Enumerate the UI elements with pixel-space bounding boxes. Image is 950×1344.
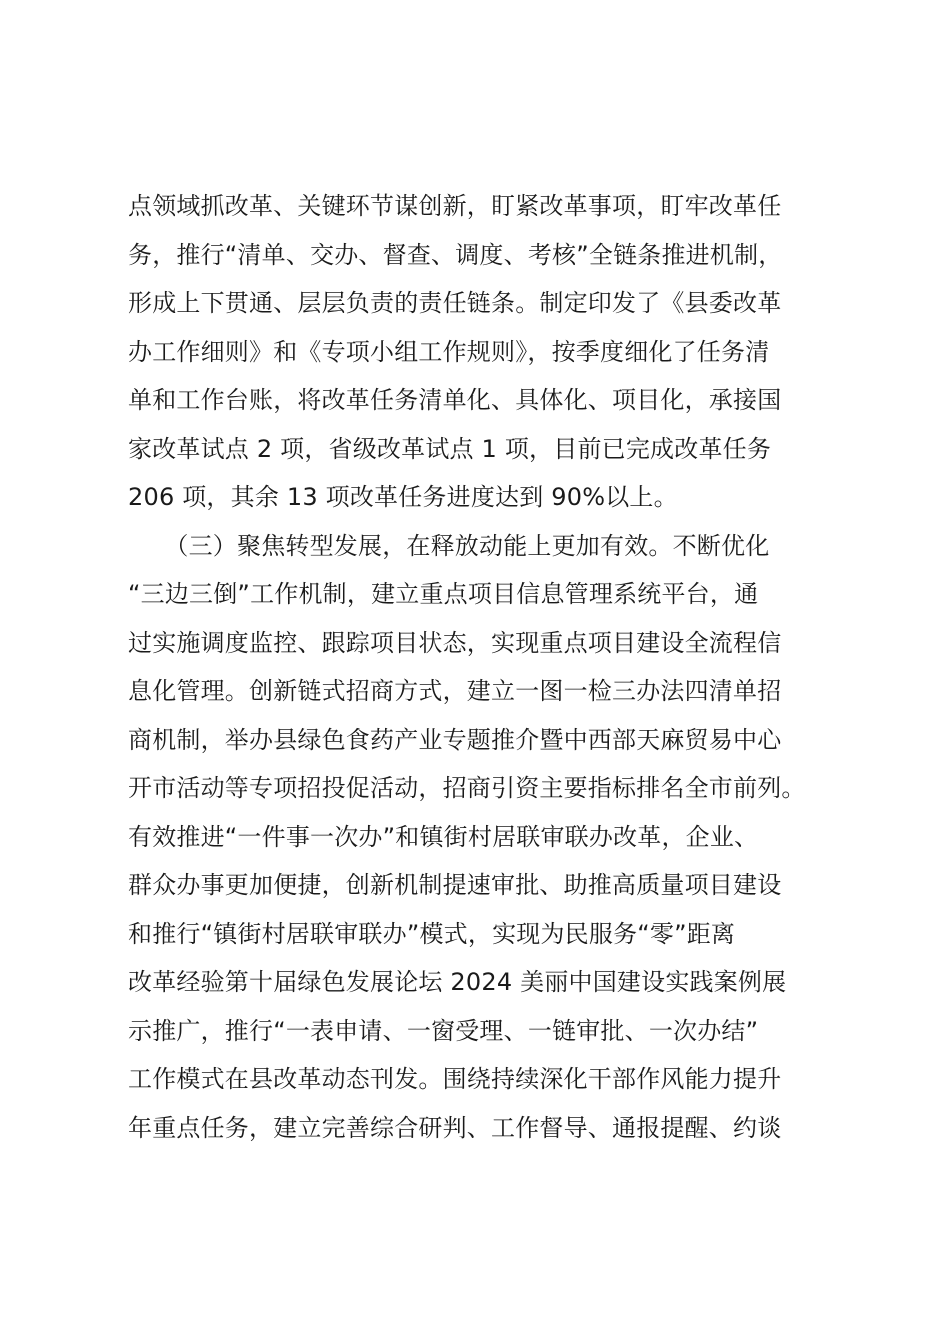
body-text <box>128 182 858 1152</box>
text-line: 工作模式在县改革动态刊发。围绕持续深化干部作风能力提升 <box>128 1065 782 1093</box>
text-line: 点领域抓改革、关键环节谋创新，盯紧改革事项，盯牢改革任 <box>128 192 782 220</box>
text-line: 过实施调度监控、跟踪项目状态，实现重点项目建设全流程信 <box>128 628 782 657</box>
text-line: 办工作细则》和《专项小组工作规则》，按季度细化了任务清 <box>128 337 770 366</box>
text-line: 商机制，举办县绿色食药产业专题推介暨中西部天麻贸易中心 <box>128 725 782 754</box>
text-line: “三边三倒”工作机制，建立重点项目信息管理系统平台，通 <box>128 580 759 608</box>
text-line: 206 项，其余 13 项改革任务进度达到 90%以上。 <box>128 483 678 511</box>
text-line: 家改革试点 2 项，省级改革试点 1 项，目前已完成改革任务 <box>128 434 772 463</box>
text-line: 年重点任务，建立完善综合研判、工作督导、通报提醒、约谈 <box>128 1113 782 1142</box>
text-line: 有效推进“一件事一次办”和镇街村居联审联办改革，企业、 <box>128 822 759 851</box>
text-line: 务，推行“清单、交办、督查、调度、考核”全链条推进机制， <box>128 240 783 269</box>
text-line: 开市活动等专项招投促活动，招商引资主要指标排名全市前列。 <box>128 774 806 802</box>
text-line: 示推广，推行“一表申请、一窗受理、一链审批、一次办结” <box>128 1016 759 1045</box>
text-line: 改革经验第十届绿色发展论坛 2024 美丽中国建设实践案例展 <box>128 968 787 996</box>
text-line: 形成上下贯通、层层负责的责任链条。制定印发了《县委改革 <box>128 289 782 317</box>
text-line: 和推行“镇街村居联审联办”模式，实现为民服务“零”距离 <box>128 919 736 948</box>
text-line: 群众办事更加便捷，创新机制提速审批、助推高质量项目建设 <box>128 871 782 899</box>
text-line: 单和工作台账，将改革任务清单化、具体化、项目化，承接国 <box>128 386 782 414</box>
text-line: 息化管理。创新链式招商方式，建立一图一检三办法四清单招 <box>128 677 782 705</box>
section-heading-line: （三）聚焦转型发展，在释放动能上更加有效。不断优化 <box>128 531 770 560</box>
